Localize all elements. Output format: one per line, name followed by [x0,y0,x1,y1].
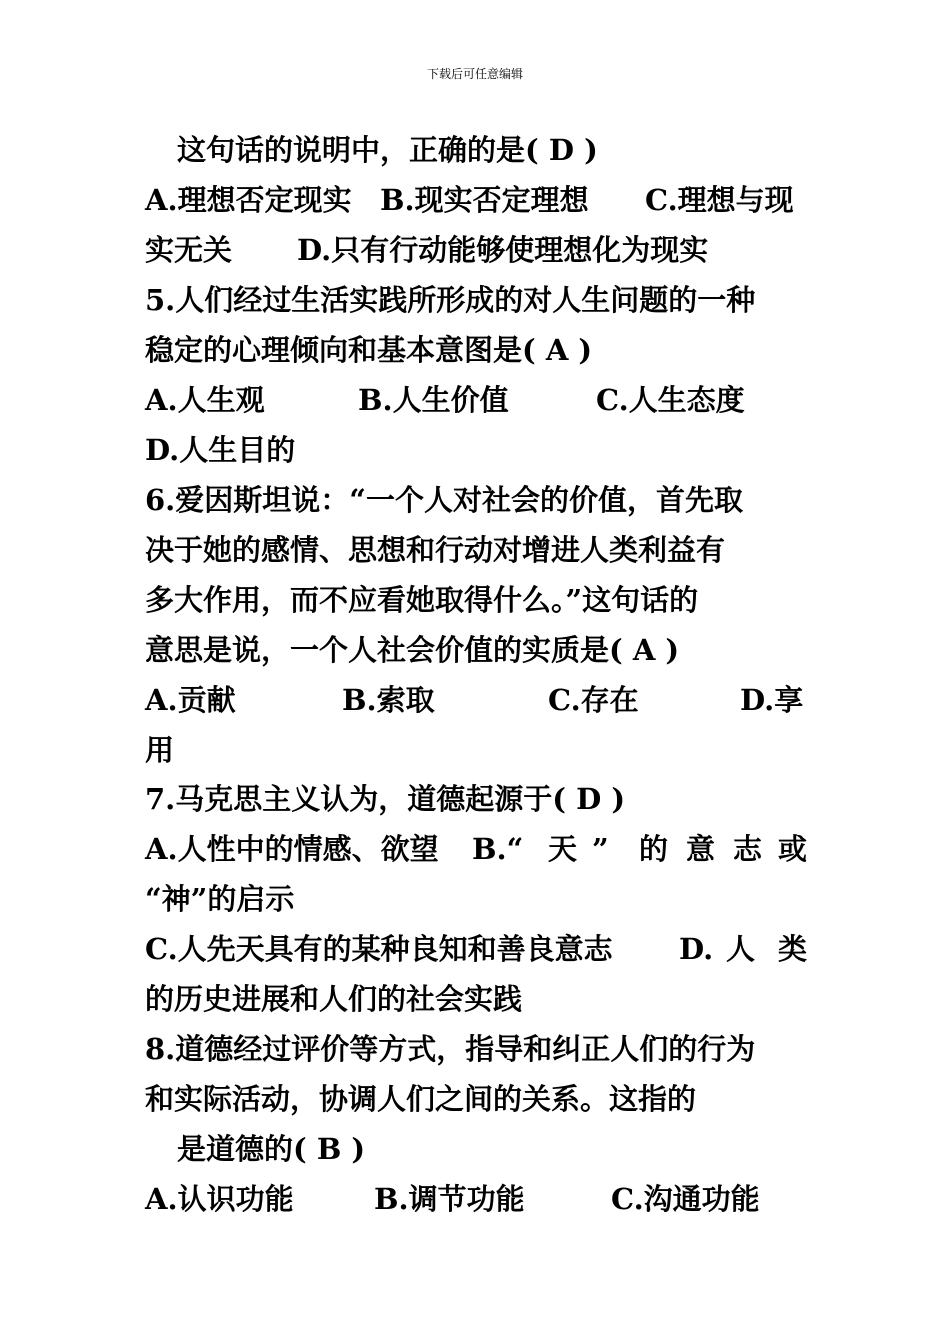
question-6-stem-2: 决于她的感情、思想和行动对增进人类利益有 [145,533,726,567]
question-4-stem-end: 这句话的说明中，正确的是( D ) [177,133,598,167]
question-8-stem-end: 是道德的( B ) [177,1132,366,1166]
question-7-option-b-continued: “神”的启示 [145,882,295,916]
question-4-options-row-2 [145,228,810,272]
question-8-stem-2: 和实际活动，协调人们之间的关系。这指的 [145,1082,697,1116]
question-6-stem-3: 多大作用，而不应看她取得什么。”这句话的 [145,583,699,617]
option-b: B.索取 [342,683,435,717]
question-4-options-row-1 [145,178,810,222]
option-d: D.只有行动能够使理想化为现实 [297,233,709,267]
option-b-char: 天 [548,832,578,866]
option-b: B.人生价值 [358,383,509,417]
question-7-options-row-2 [145,927,810,971]
option-c: C.存在 [548,683,639,717]
question-5-stem: 5.人们经过生活实践所形成的对人生问题的一种 [145,283,756,317]
option-a: A.人生观 [145,383,265,417]
option-c: C.人生态度 [596,383,745,417]
option-a: A.认识功能 [145,1182,294,1216]
option-a: A.贡献 [145,683,236,717]
option-c: C.沟通功能 [611,1182,760,1216]
question-5-options-row-1 [145,378,810,422]
question-6-options-row-1 [145,678,810,722]
option-b: B.现实否定理想 [380,183,589,217]
option-b-open: B.“ [472,832,524,866]
option-d-char: 人 [726,932,756,966]
option-c-continued: 实无关 [145,233,233,267]
option-d: D.享 [740,683,804,717]
option-d-char: 类 [778,932,808,966]
option-b-char: 志 [733,832,763,866]
question-6-stem: 6.爱因斯坦说：“一个人对社会的价值，首先取 [145,483,743,517]
option-b: B.调节功能 [374,1182,525,1216]
question-6-option-d-continued: 用 [145,733,175,767]
option-c: C.理想与现 [645,183,794,217]
question-7-options-row-1 [145,827,810,871]
question-7-option-d-continued: 的历史进展和人们的社会实践 [145,982,523,1016]
question-8-options-row-1 [145,1177,810,1221]
option-b-char: 的 [639,832,669,866]
question-6-stem-end: 意思是说，一个人社会价值的实质是( A ) [145,633,680,667]
question-5-stem-end: 稳定的心理倾向和基本意图是( A ) [145,333,593,367]
option-a: A.理想否定现实 [145,183,352,217]
question-8-stem: 8.道德经过评价等方式，指导和纠正人们的行为 [145,1032,756,1066]
option-d: D. [679,932,714,966]
question-5-option-d: D.人生目的 [145,433,296,467]
option-b-char: 或 [778,832,808,866]
option-b-char: 意 [686,832,716,866]
option-b-quote: ” [592,832,609,866]
option-a: A.人性中的情感、欲望 [145,832,439,866]
option-c: C.人先天具有的某种良知和善良意志 [145,932,613,966]
page-header-note: 下载后可任意编辑 [426,67,523,81]
question-7-stem: 7.马克思主义认为，道德起源于( D ) [145,782,626,816]
